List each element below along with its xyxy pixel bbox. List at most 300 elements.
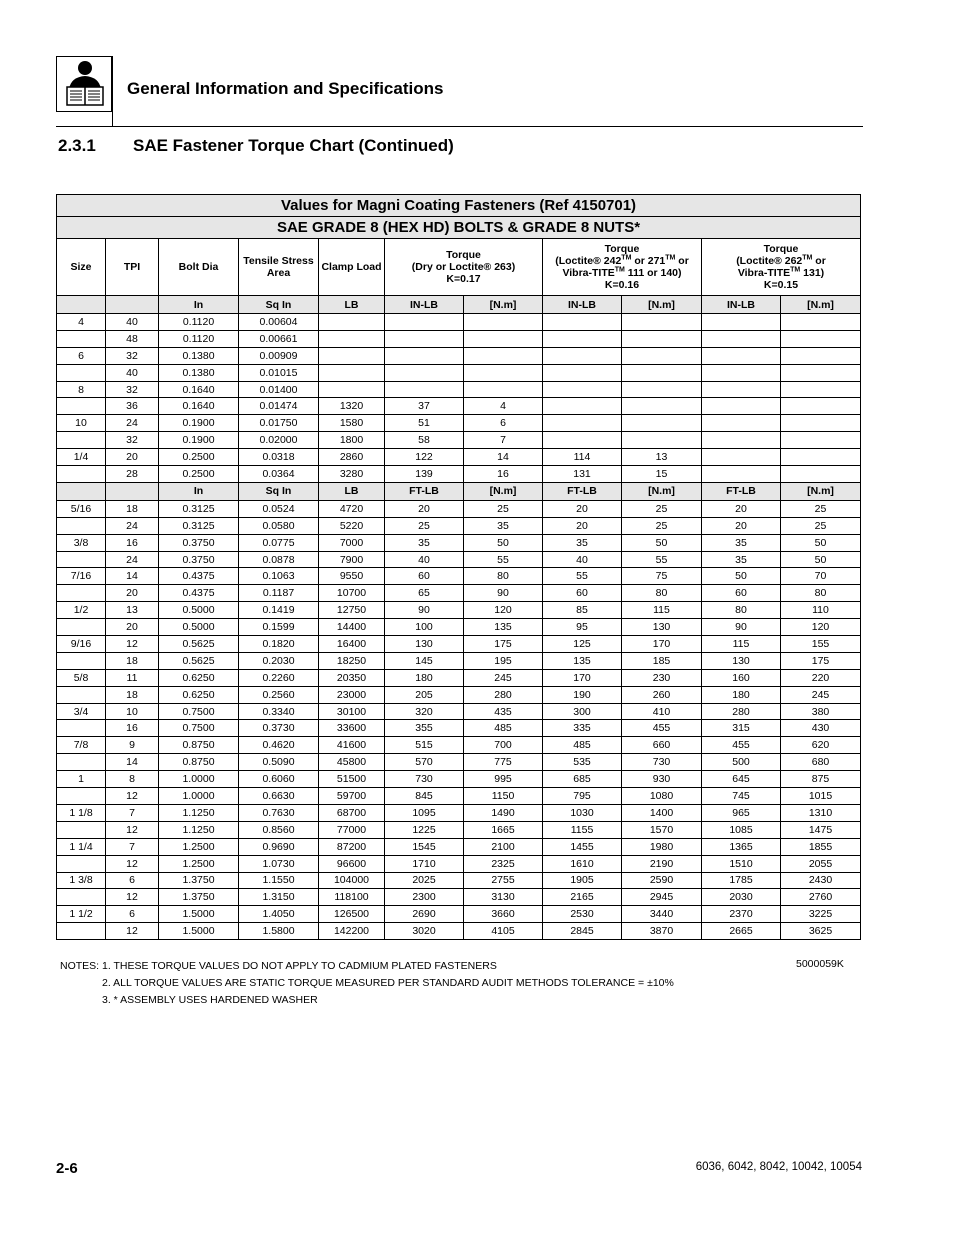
table-cell (464, 381, 543, 398)
page-number: 2-6 (56, 1160, 78, 1177)
table-cell: 2370 (702, 906, 781, 923)
table-cell: 0.3125 (159, 517, 239, 534)
table-cell: 32 (106, 347, 159, 364)
table-row (57, 347, 861, 364)
table-cell: 0.1599 (239, 619, 319, 636)
table-cell: 114 (543, 449, 622, 466)
table-cell: 795 (543, 788, 622, 805)
table-cell: 9/16 (57, 636, 106, 653)
table-cell: 14 (464, 449, 543, 466)
table-cell: 1455 (543, 838, 622, 855)
table-cell: 9550 (319, 568, 385, 585)
table-cell: 1905 (543, 872, 622, 889)
table-cell: 0.01474 (239, 398, 319, 415)
table-cell: 33600 (319, 720, 385, 737)
table-row (57, 686, 861, 703)
table-cell: 68700 (319, 804, 385, 821)
table-cell: 7000 (319, 534, 385, 551)
table-cell: 0.5625 (159, 652, 239, 669)
table-cell (622, 381, 702, 398)
table-cell: 2100 (464, 838, 543, 855)
table-cell: 0.1120 (159, 314, 239, 331)
table-cell: 40 (106, 364, 159, 381)
table-cell: 12 (106, 855, 159, 872)
table-cell: 20 (106, 619, 159, 636)
table-cell: 35 (464, 517, 543, 534)
table-cell: 7 (464, 432, 543, 449)
units-row-ftlb (57, 482, 861, 500)
table-cell: 3280 (319, 466, 385, 483)
table-cell: 35 (543, 534, 622, 551)
table-cell: 2430 (781, 872, 861, 889)
table-cell (781, 381, 861, 398)
table-cell: 13 (106, 602, 159, 619)
table-cell: 139 (385, 466, 464, 483)
table-cell: 0.1380 (159, 347, 239, 364)
table-cell: 1.5000 (159, 906, 239, 923)
table-cell: 18 (106, 500, 159, 517)
table-cell: 1665 (464, 821, 543, 838)
table-cell: 10700 (319, 585, 385, 602)
table-cell: 260 (622, 686, 702, 703)
table-cell: 0.6250 (159, 686, 239, 703)
table-cell: [N.m] (464, 296, 543, 314)
table-cell: 3/4 (57, 703, 106, 720)
table-cell: 0.2500 (159, 449, 239, 466)
table-cell: 1800 (319, 432, 385, 449)
table-cell: 645 (702, 771, 781, 788)
units-row-inlb (57, 296, 861, 314)
table-cell: 680 (781, 754, 861, 771)
table-cell: 0.3340 (239, 703, 319, 720)
table-cell: 220 (781, 669, 861, 686)
table-row (57, 602, 861, 619)
table-cell: 11 (106, 669, 159, 686)
table-cell: 4720 (319, 500, 385, 517)
table-cell: 515 (385, 737, 464, 754)
table-cell: 2845 (543, 923, 622, 940)
table-cell: 335 (543, 720, 622, 737)
table-cell: 205 (385, 686, 464, 703)
table-cell (385, 364, 464, 381)
table-cell (543, 314, 622, 331)
table-cell: 5/16 (57, 500, 106, 517)
table-cell: 4105 (464, 923, 543, 940)
table-cell: 96600 (319, 855, 385, 872)
table-cell: 8 (57, 381, 106, 398)
table-cell: 0.00604 (239, 314, 319, 331)
table-cell: 115 (622, 602, 702, 619)
table-cell: 0.1063 (239, 568, 319, 585)
table-cell (702, 364, 781, 381)
note-2: 2. ALL TORQUE VALUES ARE STATIC TORQUE MEASURED PER STANDARD AUDIT METHODS TOLERANCE = ±10% (102, 977, 674, 989)
table-cell (319, 314, 385, 331)
table-cell (57, 720, 106, 737)
table-cell: 1095 (385, 804, 464, 821)
table-row (57, 872, 861, 889)
table-cell: 10 (106, 703, 159, 720)
table-cell: 535 (543, 754, 622, 771)
table-cell: 18 (106, 652, 159, 669)
table-cell: 0.6060 (239, 771, 319, 788)
table-cell: 1 1/4 (57, 838, 106, 855)
table-cell: 2325 (464, 855, 543, 872)
table-cell (622, 415, 702, 432)
table-cell: 1.0730 (239, 855, 319, 872)
table-cell: 55 (543, 568, 622, 585)
torque-table (56, 194, 861, 940)
table-cell: 245 (464, 669, 543, 686)
table-row (57, 923, 861, 940)
table-cell: 1 1/8 (57, 804, 106, 821)
table-cell (781, 415, 861, 432)
document-code: 5000059K (796, 958, 844, 970)
table-cell: 25 (622, 500, 702, 517)
table-cell: 51500 (319, 771, 385, 788)
table-cell: 80 (781, 585, 861, 602)
table-row (57, 585, 861, 602)
table-cell: 80 (464, 568, 543, 585)
table-cell (543, 347, 622, 364)
table-row (57, 636, 861, 653)
table-cell (57, 466, 106, 483)
table-cell: [N.m] (622, 296, 702, 314)
table-cell: 180 (385, 669, 464, 686)
table-cell: 155 (781, 636, 861, 653)
table-cell: 230 (622, 669, 702, 686)
table-cell: 0.4375 (159, 568, 239, 585)
table-cell: 0.2260 (239, 669, 319, 686)
table-cell: 175 (464, 636, 543, 653)
table-cell: 50 (781, 534, 861, 551)
table-cell: 2690 (385, 906, 464, 923)
table-cell: 0.0318 (239, 449, 319, 466)
table-cell (57, 652, 106, 669)
table-cell (57, 788, 106, 805)
table-cell (57, 923, 106, 940)
table-cell: IN-LB (702, 296, 781, 314)
table-cell: 0.4375 (159, 585, 239, 602)
table-cell: 2665 (702, 923, 781, 940)
table-cell: 1.4050 (239, 906, 319, 923)
table-cell: 25 (622, 517, 702, 534)
table-cell: 50 (781, 551, 861, 568)
table-cell: 180 (702, 686, 781, 703)
table-cell: 51 (385, 415, 464, 432)
table-cell (543, 432, 622, 449)
table-cell: 1030 (543, 804, 622, 821)
table-cell: 0.01750 (239, 415, 319, 432)
table-cell: In (159, 482, 239, 500)
table-cell (57, 330, 106, 347)
table-cell: 14400 (319, 619, 385, 636)
table-cell: 6 (106, 906, 159, 923)
table-cell: 1855 (781, 838, 861, 855)
table-cell: 25 (781, 517, 861, 534)
table-cell: 20 (543, 517, 622, 534)
table-cell: 320 (385, 703, 464, 720)
table-cell: 25 (385, 517, 464, 534)
table-cell: 75 (622, 568, 702, 585)
table-cell (622, 330, 702, 347)
table-cell (781, 466, 861, 483)
table-cell: Sq In (239, 482, 319, 500)
table-cell: 6 (106, 872, 159, 889)
table-row (57, 568, 861, 585)
table-cell: 126500 (319, 906, 385, 923)
table-cell: 130 (702, 652, 781, 669)
table-cell (385, 314, 464, 331)
table-cell: 160 (702, 669, 781, 686)
table-cell: 0.5090 (239, 754, 319, 771)
table-cell: 130 (385, 636, 464, 653)
note-3: 3. * ASSEMBLY USES HARDENED WASHER (102, 994, 318, 1006)
table-cell (57, 754, 106, 771)
table-row (57, 415, 861, 432)
table-row (57, 314, 861, 331)
table-row (57, 821, 861, 838)
table-row (57, 788, 861, 805)
table-cell: 2755 (464, 872, 543, 889)
table-cell: 28 (106, 466, 159, 483)
table-cell: 0.0524 (239, 500, 319, 517)
table-cell: 0.6630 (239, 788, 319, 805)
table-row (57, 838, 861, 855)
table-row (57, 449, 861, 466)
table-header-row (57, 239, 861, 296)
table-cell: 0.0775 (239, 534, 319, 551)
table-cell: 85 (543, 602, 622, 619)
table-cell: 1155 (543, 821, 622, 838)
table-cell: 190 (543, 686, 622, 703)
table-cell: 2760 (781, 889, 861, 906)
table-cell: 4 (57, 314, 106, 331)
table-row (57, 398, 861, 415)
table-cell: 2860 (319, 449, 385, 466)
table-cell: 16400 (319, 636, 385, 653)
table-cell: 12 (106, 636, 159, 653)
table-cell: 125 (543, 636, 622, 653)
table-cell: 131 (543, 466, 622, 483)
table-cell: 7/8 (57, 737, 106, 754)
table-cell: 1/4 (57, 449, 106, 466)
table-cell: 2055 (781, 855, 861, 872)
table-cell: 50 (702, 568, 781, 585)
table-cell: 485 (543, 737, 622, 754)
table-cell: 0.3750 (159, 551, 239, 568)
table-cell: 0.9690 (239, 838, 319, 855)
table-cell: 435 (464, 703, 543, 720)
table-cell (464, 330, 543, 347)
table-cell: 41600 (319, 737, 385, 754)
table-cell: 5220 (319, 517, 385, 534)
table-cell: 8 (106, 771, 159, 788)
table-cell (385, 347, 464, 364)
table-cell: 0.0580 (239, 517, 319, 534)
table-subtitle: SAE GRADE 8 (HEX HD) BOLTS & GRADE 8 NUTS* (57, 217, 861, 239)
table-cell (543, 330, 622, 347)
table-cell: 3/8 (57, 534, 106, 551)
table-cell: 0.2030 (239, 652, 319, 669)
table-cell (781, 449, 861, 466)
table-cell: 1.2500 (159, 838, 239, 855)
table-cell (781, 314, 861, 331)
table-row (57, 551, 861, 568)
table-cell: 0.5625 (159, 636, 239, 653)
table-cell (702, 432, 781, 449)
header-bolt-dia: Bolt Dia (159, 239, 239, 296)
table-cell: 25 (781, 500, 861, 517)
table-cell: LB (319, 482, 385, 500)
table-cell: 455 (622, 720, 702, 737)
table-cell: [N.m] (781, 296, 861, 314)
table-row (57, 906, 861, 923)
table-row (57, 500, 861, 517)
table-cell (543, 398, 622, 415)
table-cell (622, 364, 702, 381)
table-cell: 280 (464, 686, 543, 703)
table-cell: 175 (781, 652, 861, 669)
table-cell: 1545 (385, 838, 464, 855)
table-cell: 3440 (622, 906, 702, 923)
table-cell: 65 (385, 585, 464, 602)
table-cell (543, 381, 622, 398)
table-cell: 122 (385, 449, 464, 466)
table-cell: 60 (385, 568, 464, 585)
table-cell: 20 (543, 500, 622, 517)
table-row (57, 517, 861, 534)
table-cell: 0.2500 (159, 466, 239, 483)
table-row (57, 381, 861, 398)
table-cell: 3870 (622, 923, 702, 940)
table-cell: In (159, 296, 239, 314)
table-cell (319, 347, 385, 364)
table-cell: 115 (702, 636, 781, 653)
table-cell: 32 (106, 432, 159, 449)
header-title: General Information and Specifications (127, 79, 444, 98)
table-cell: 775 (464, 754, 543, 771)
table-cell: 1785 (702, 872, 781, 889)
table-cell: 135 (464, 619, 543, 636)
table-cell: 18250 (319, 652, 385, 669)
header-divider-vertical (112, 56, 113, 126)
table-cell (702, 314, 781, 331)
table-cell: 0.00909 (239, 347, 319, 364)
table-cell: 90 (702, 619, 781, 636)
table-cell: 30100 (319, 703, 385, 720)
table-row (57, 737, 861, 754)
table-cell: 1.0000 (159, 771, 239, 788)
table-cell (622, 314, 702, 331)
table-cell: 135 (543, 652, 622, 669)
table-cell: 59700 (319, 788, 385, 805)
table-cell: 660 (622, 737, 702, 754)
table-cell: 90 (385, 602, 464, 619)
table-cell (702, 347, 781, 364)
table-cell: 965 (702, 804, 781, 821)
table-cell: 0.1120 (159, 330, 239, 347)
table-cell: 300 (543, 703, 622, 720)
table-cell: 0.3750 (159, 534, 239, 551)
table-cell: 20 (702, 517, 781, 534)
header-torque-loctite-242: Torque (Loctite® 242™ or 271™ or Vibra-TITE™ 111 or 140) K=0.16 (543, 239, 702, 296)
table-cell (464, 314, 543, 331)
table-cell: 2025 (385, 872, 464, 889)
table-cell (781, 364, 861, 381)
table-cell: 2590 (622, 872, 702, 889)
table-cell: 1610 (543, 855, 622, 872)
table-cell: 1.0000 (159, 788, 239, 805)
table-cell: 7 (106, 804, 159, 821)
table-cell: 35 (702, 551, 781, 568)
table-cell (543, 415, 622, 432)
table-cell (781, 347, 861, 364)
table-cell: 1580 (319, 415, 385, 432)
table-cell: 36 (106, 398, 159, 415)
table-cell (702, 466, 781, 483)
table-cell: 90 (464, 585, 543, 602)
table-cell: 1400 (622, 804, 702, 821)
table-cell: 1490 (464, 804, 543, 821)
table-cell: 0.6250 (159, 669, 239, 686)
table-cell: 685 (543, 771, 622, 788)
table-cell: 875 (781, 771, 861, 788)
table-cell: 2300 (385, 889, 464, 906)
table-cell: 355 (385, 720, 464, 737)
table-row (57, 720, 861, 737)
table-cell: 315 (702, 720, 781, 737)
header-divider (56, 126, 863, 127)
header-torque-loctite-262: Torque (Loctite® 262™ or Vibra-TITE™ 131) K=0.15 (702, 239, 861, 296)
table-cell: 40 (106, 314, 159, 331)
table-cell (622, 432, 702, 449)
table-cell: 1.3150 (239, 889, 319, 906)
table-cell: 620 (781, 737, 861, 754)
table-cell (543, 364, 622, 381)
table-cell (57, 585, 106, 602)
table-cell: 485 (464, 720, 543, 737)
table-cell (57, 517, 106, 534)
table-cell: 0.7500 (159, 720, 239, 737)
table-cell: 18 (106, 686, 159, 703)
table-cell: 24 (106, 517, 159, 534)
table-cell: 12 (106, 889, 159, 906)
table-cell (57, 889, 106, 906)
table-cell: 1320 (319, 398, 385, 415)
table-cell: 37 (385, 398, 464, 415)
table-cell (57, 551, 106, 568)
table-cell: [N.m] (622, 482, 702, 500)
table-cell: 2165 (543, 889, 622, 906)
table-cell: [N.m] (781, 482, 861, 500)
table-cell: 930 (622, 771, 702, 788)
table-cell: 4 (464, 398, 543, 415)
table-cell (57, 686, 106, 703)
table-cell: 9 (106, 737, 159, 754)
table-cell: [N.m] (464, 482, 543, 500)
table-cell (781, 432, 861, 449)
table-cell: 1980 (622, 838, 702, 855)
table-cell: 3130 (464, 889, 543, 906)
table-cell: 0.01400 (239, 381, 319, 398)
table-cell: 1225 (385, 821, 464, 838)
table-cell: IN-LB (385, 296, 464, 314)
table-cell (702, 398, 781, 415)
table-cell: 1365 (702, 838, 781, 855)
note-1: NOTES: 1. THESE TORQUE VALUES DO NOT APPLY TO CADMIUM PLATED FASTENERS (60, 960, 497, 972)
table-cell (57, 364, 106, 381)
table-cell: 55 (622, 551, 702, 568)
